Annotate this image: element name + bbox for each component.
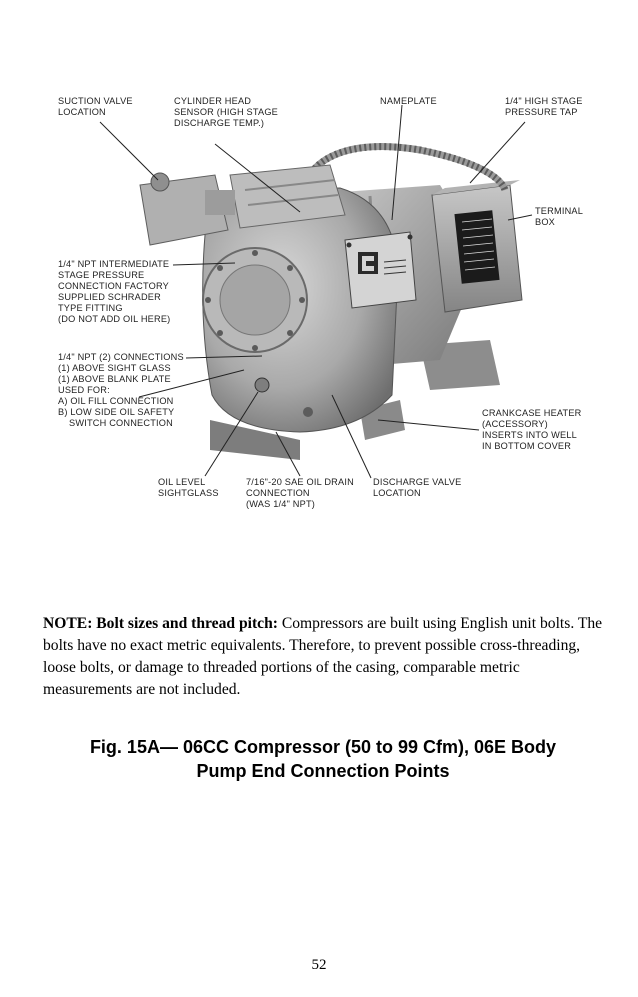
callout-line: 1/4" NPT (2) CONNECTIONS <box>58 352 184 362</box>
callout-suction-valve <box>58 96 133 118</box>
page-number: 52 <box>311 957 327 973</box>
callout-line: CONNECTION FACTORY <box>58 281 169 291</box>
callout-terminal-box <box>535 206 583 228</box>
callout-line: (DO NOT ADD OIL HERE) <box>58 314 171 324</box>
bolt-size-note <box>43 613 603 701</box>
callout-line: BOX <box>535 217 556 227</box>
callout-line: DISCHARGE VALVE <box>373 477 462 487</box>
callout-line: DISCHARGE TEMP.) <box>174 118 265 128</box>
callout-line: NAMEPLATE <box>380 96 437 106</box>
callout-line: CRANKCASE HEATER <box>482 408 582 418</box>
callout-line: SWITCH CONNECTION <box>58 418 173 428</box>
callout-line: (WAS 1/4" NPT) <box>246 499 316 509</box>
callout-cylinder-head <box>174 96 278 129</box>
callout-line: USED FOR: <box>58 385 110 395</box>
callout-line: SIGHTGLASS <box>158 488 219 498</box>
callout-line: TERMINAL <box>535 206 584 216</box>
oil-sightglass <box>255 378 269 392</box>
callout-line: SENSOR (HIGH STAGE <box>174 107 278 117</box>
callout-line: IN BOTTOM COVER <box>482 441 572 451</box>
callout-line: TYPE FITTING <box>58 303 123 313</box>
caption-line-2: Pump End Connection Points <box>196 761 450 781</box>
callout-oil-level <box>158 477 219 499</box>
figure-caption <box>38 735 608 783</box>
compressor-body <box>203 188 398 432</box>
callout-line: INSERTS INTO WELL <box>482 430 577 440</box>
callout-discharge-valve <box>373 477 461 499</box>
caption-line-1: Fig. 15A— 06CC Compressor (50 to 99 Cfm), 06E Body <box>89 737 557 757</box>
terminal-box <box>432 180 522 312</box>
callout-line: CONNECTION <box>246 488 310 498</box>
callout-line: SUCTION VALVE <box>58 96 133 106</box>
callout-line: STAGE PRESSURE <box>58 270 145 280</box>
oil-drain <box>303 407 313 417</box>
callout-high-stage-tap <box>505 96 583 118</box>
callout-line: B) LOW SIDE OIL SAFETY <box>58 407 175 417</box>
callout-nameplate <box>380 96 437 107</box>
callout-line: CYLINDER HEAD <box>174 96 252 106</box>
callout-line: 1/4" HIGH STAGE <box>505 96 583 106</box>
callout-line: LOCATION <box>373 488 421 498</box>
callout-npt-intermediate <box>58 259 170 325</box>
callout-line: (ACCESSORY) <box>482 419 548 429</box>
callout-line: LOCATION <box>58 107 106 117</box>
callout-line: (1) ABOVE SIGHT GLASS <box>58 363 171 373</box>
callout-line: 1/4" NPT INTERMEDIATE <box>58 259 170 269</box>
callout-line: (1) ABOVE BLANK PLATE <box>58 374 171 384</box>
callout-line: SUPPLIED SCHRADER <box>58 292 161 302</box>
callout-crankcase-heater <box>482 408 582 452</box>
callout-line: OIL LEVEL <box>158 477 206 487</box>
callout-line: 7/16"-20 SAE OIL DRAIN <box>246 477 354 487</box>
callout-line: PRESSURE TAP <box>505 107 578 117</box>
callout-npt-two <box>58 352 184 429</box>
note-body: Compressors are built using English unit bolts. The bolts have no exact metric equivalents. Therefore, to prevent possible cross-threading, loose bolts, or damage to threaded portions of the casing, comparable metric measurements are not included. <box>43 615 603 698</box>
note-lead: NOTE: Bolt sizes and thread pitch: <box>43 615 278 632</box>
nameplate <box>345 232 416 308</box>
callout-oil-drain <box>246 477 354 510</box>
callout-line: A) OIL FILL CONNECTION <box>58 396 174 406</box>
